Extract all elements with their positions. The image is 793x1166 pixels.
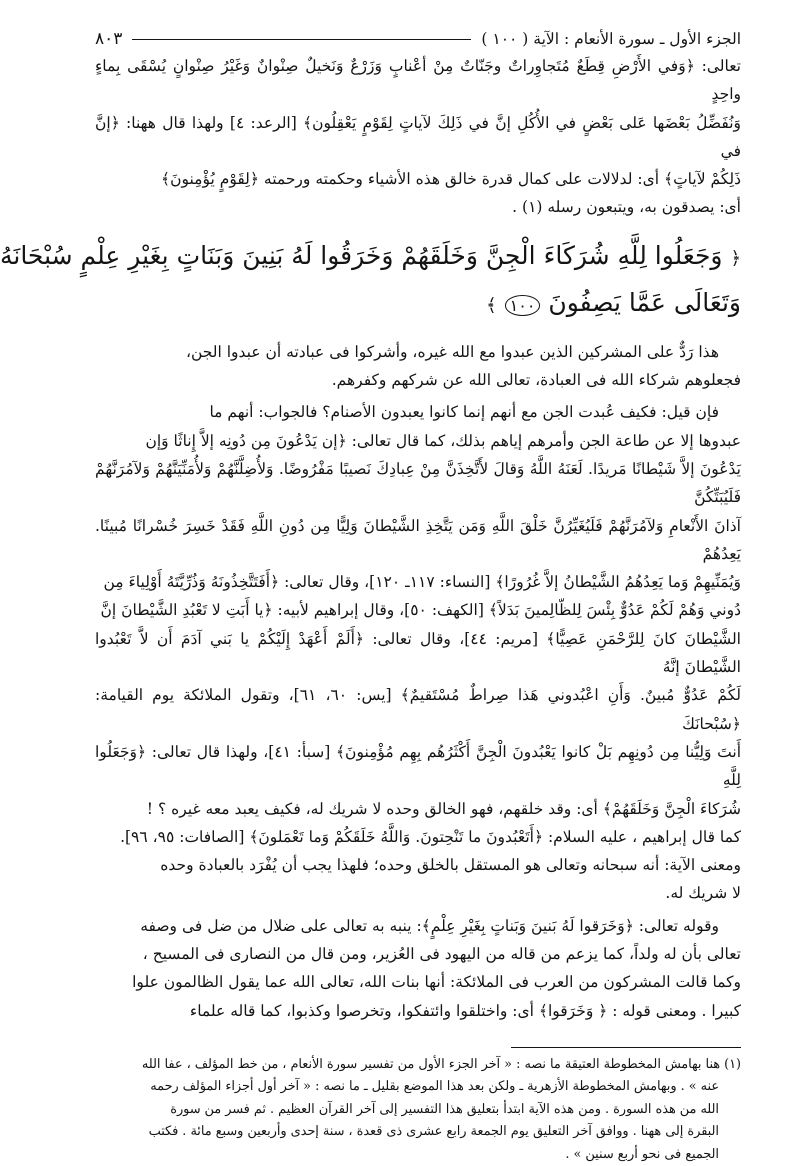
verse-line-2 xyxy=(95,281,741,328)
text-line: وقوله تعالى: ﴿وَخَرَقوا لَهُ بَنينَ وَبَناتٍ بِغَيْرِ عِلْمٍ﴾: ينبه به تعالى على ضلال من ضل فى وصفه xyxy=(140,916,719,935)
text-line: وَنُفَضِّلُ بَعْضَها عَلى بَعْضٍ في الأُكُلِ إنَّ في ذَلِكَ لآياتٍ لِقَوْمٍ يَعْقِلُون﴾ [الرعد: ٤] ولهذا قال ههنا: ﴿إنَّ في xyxy=(95,113,741,160)
footnote-line: (١) هنا بهامش المخطوطة العتيقة ما نصه : « آخر الجزء الأول من تفسير سورة الأنعام ، من خط المؤلف ، عفا الله xyxy=(141,1056,741,1072)
running-header xyxy=(95,26,741,52)
text-line: عبدوها إلا عن طاعة الجن وأمرهم إياهم بذلك، كما قال تعالى: ﴿إن يَدْعُونَ مِن دُونِه إلاَّ إِناثًا وَإن xyxy=(145,431,741,450)
text-line: شُرَكاءَ الْجِنَّ وَخَلَقَهُمْ﴾ أى: وقد خلقهم، فهو الخالق وحده لا شريك له، فكيف يعبد معه غيره ؟ ! xyxy=(146,799,741,818)
text-line: كما قال إبراهيم ، عليه السلام: ﴿أَتَعْبُدونَ ما تَنْحِتونَ. وَاللَّهُ خَلَقَكُمْ وَما تَعْمَلونَ﴾ [الصافات: ٩٥، ٩٦]. xyxy=(120,827,741,846)
text-line: تعالى: ﴿وَفي الأَرْضِ قِطَعٌ مُتَجاوِراتٌ وجَنّاتٌ مِنْ أعْنابٍ وَزَرْعٌ وَنَخيلٌ صِنْوانٌ وَغَيْرُ صِنْوانٍ يُسْقَى بِماءٍ واحِدٍ xyxy=(95,57,741,104)
verse-text-1: وَجَعَلُوا لِلَّهِ شُرَكَاءَ الْجِنَّ وَخَلَقَهُمْ وَخَرَقُوا لَهُ بَنِينَ وَبَنَاتٍ بِغَيْرِ عِلْمٍ سُبْحَانَهُ xyxy=(0,240,723,270)
verse-text-2: وَتَعَالَى عَمَّا يَصِفُونَ xyxy=(548,287,741,317)
text-line: تعالى بأن له ولداً، كما يزعم من قاله من اليهود فى العُزير، ومن قال من النصارى فى المسيح ، xyxy=(142,945,741,964)
page-number: ٨٠٣ xyxy=(95,29,123,49)
text-line: وكما قالت المشركون من العرب فى الملائكة: أنها بنات الله، تعالى الله عما يقول الظالمون علوا xyxy=(132,973,741,992)
footnote-rule xyxy=(511,1047,741,1048)
intro-paragraph xyxy=(95,52,741,222)
text-line: فجعلوهم شركاء الله فى العبادة، تعالى الله عن شركهم وكفرهم. xyxy=(331,371,741,390)
header-title: الجزء الأول ـ سورة الأنعام : الآية ( ١٠٠ ) xyxy=(481,30,741,48)
text-line: أى: يصدقون به، ويتبعون رسله (١) . xyxy=(512,198,741,217)
text-line: لَكُمْ عَدُوٌّ مُبينٌ. وَأَنِ اعْبُدوني هَذا صِراطٌ مُسْتَقيمٌ﴾ [يس: ٦٠، ٦١]، وتقول الملائكة يوم القيامة: ﴿سُبْحانَكَ xyxy=(95,686,741,733)
verse-ornament-open: ﴿ xyxy=(730,247,741,269)
text-line: فإن قيل: فكيف عُبدت الجن مع أنهم إنما كانوا يعبدون الأصنام؟ فالجواب: أنهم ما xyxy=(209,403,719,422)
paragraph-1 xyxy=(95,338,741,395)
paragraph-3 xyxy=(95,912,741,1025)
footnote-line: البقرة إلى ههنا . ووافق آخر التعليق يوم الجمعة رابع عشرى ذى قعدة ، سنة إحدى وأربعين وسبع مائة . فكتب xyxy=(148,1124,719,1140)
book-page xyxy=(0,26,741,1166)
footnote xyxy=(95,1054,741,1166)
text-line: وَيُمَنِّيهِمْ وَما يَعِدُهُمُ الشَّيْطانُ إلاَّ غُرُورًا﴾ [النساء: ١١٧ـ ١٢٠]، وقال تعالى: ﴿أَفَتَتَّخِذُونَهُ وَذُرِّيَّتَهُ أَوْلِياءَ مِن xyxy=(103,573,741,592)
text-line: لا شريك له. xyxy=(665,884,741,903)
verse-line-1 xyxy=(0,234,741,281)
footnote-line: عنه » . وبهامش المخطوطة الأزهرية ـ ولكن بعد هذا الموضع بقليل ـ ما نصه : « آخر أول أجزاء المؤلف رحمه xyxy=(150,1079,719,1095)
text-line: هذا رَدٌّ على المشركين الذين عبدوا مع الله غيره، وأشركوا فى عبادته أن عبدوا الجن، xyxy=(185,342,719,361)
verse-number: ١٠٠ xyxy=(505,295,541,316)
paragraph-2 xyxy=(95,398,741,907)
text-line: دُوني وَهُمْ لَكُمْ عَدُوٌّ بِئْسَ لِلظّالِمينَ بَدَلاً﴾ [الكهف: ٥٠]، وقال إبراهيم لأبيه: ﴿يا أَبَتِ لا تَعْبُدِ الشَّيْطانَ إنَّ xyxy=(100,601,741,620)
text-line: الشَّيْطانَ كانَ لِلرَّحْمَنِ عَصِيًّا﴾ [مريم: ٤٤]، وقال تعالى: ﴿أَلَمْ أَعْهَدْ إِلَيْكُمْ يا بَني آدَمَ أَن لاَّ تَعْبُدوا الشَّيْطانَ إنَّهُ xyxy=(95,629,741,677)
footnote-line: الله من هذه السورة . ومن هذه الآية ابتدأ بتعليق هذا التفسير إلى آخر القرآن العظيم . ثم فسر من سورة xyxy=(170,1101,719,1117)
footnote-line: الجميع فى نحو أربع سنين » . xyxy=(565,1146,719,1162)
text-line: آذانَ الأَنْعامِ وَلآمُرَنَّهُمْ فَلَيُغَيِّرُنَّ خَلْقَ اللَّهِ وَمَن يَتَّخِذِ الشَّيْطانَ وَلِيًّا مِن دُونِ اللَّهِ فَقَدْ خَسِرَ خُسْرانًا مُبينًا. يَعِدُهُمْ xyxy=(95,516,741,563)
text-line: ذَلِكُمْ لآياتٍ﴾ أى: لدلالات على كمال قدرة خالق هذه الأشياء وحكمته ورحمته ﴿لِقَوْمٍ يُؤْمِنونَ﴾ xyxy=(161,170,741,189)
text-line: أَنتَ وَلِيُّنا مِن دُونِهِم بَلْ كانوا يَعْبُدونَ الْجِنَّ أَكْثَرُهُم بِهِم مُؤْمِنونَ﴾ [سبأ: ٤١]، ولهذا قال تعالى: ﴿وَجَعَلُوا لِلَّهِ xyxy=(95,742,741,790)
text-line: يَدْعُونَ إلاَّ شَيْطانًا مَريدًا. لَعَنَهُ اللَّهُ وَقالَ لأَتَّخِذَنَّ مِنْ عِبادِكَ نَصيبًا مَفْرُوضًا. وَلأُضِلَّنَّهُمْ وَلأُمَنِّيَنَّهُمْ وَلآمُرَنَّهُمْ فَلَيُبَتِّكُنَّ xyxy=(95,459,741,507)
verse-block xyxy=(0,234,741,328)
verse-ornament-close: ﴾ xyxy=(486,294,497,316)
text-line: ومعنى الآية: أنه سبحانه وتعالى هو المستقل بالخلق وحده؛ فلهذا يجب أن يُفْرَد بالعبادة وحده xyxy=(160,856,741,875)
text-line: كبيرا . ومعنى قوله : ﴿ وَخَرَقوا﴾ أى: واختلقوا وائتفكوا، وتخرصوا وكذبوا، كما قاله علماء xyxy=(189,1001,741,1020)
header-rule xyxy=(132,39,471,40)
